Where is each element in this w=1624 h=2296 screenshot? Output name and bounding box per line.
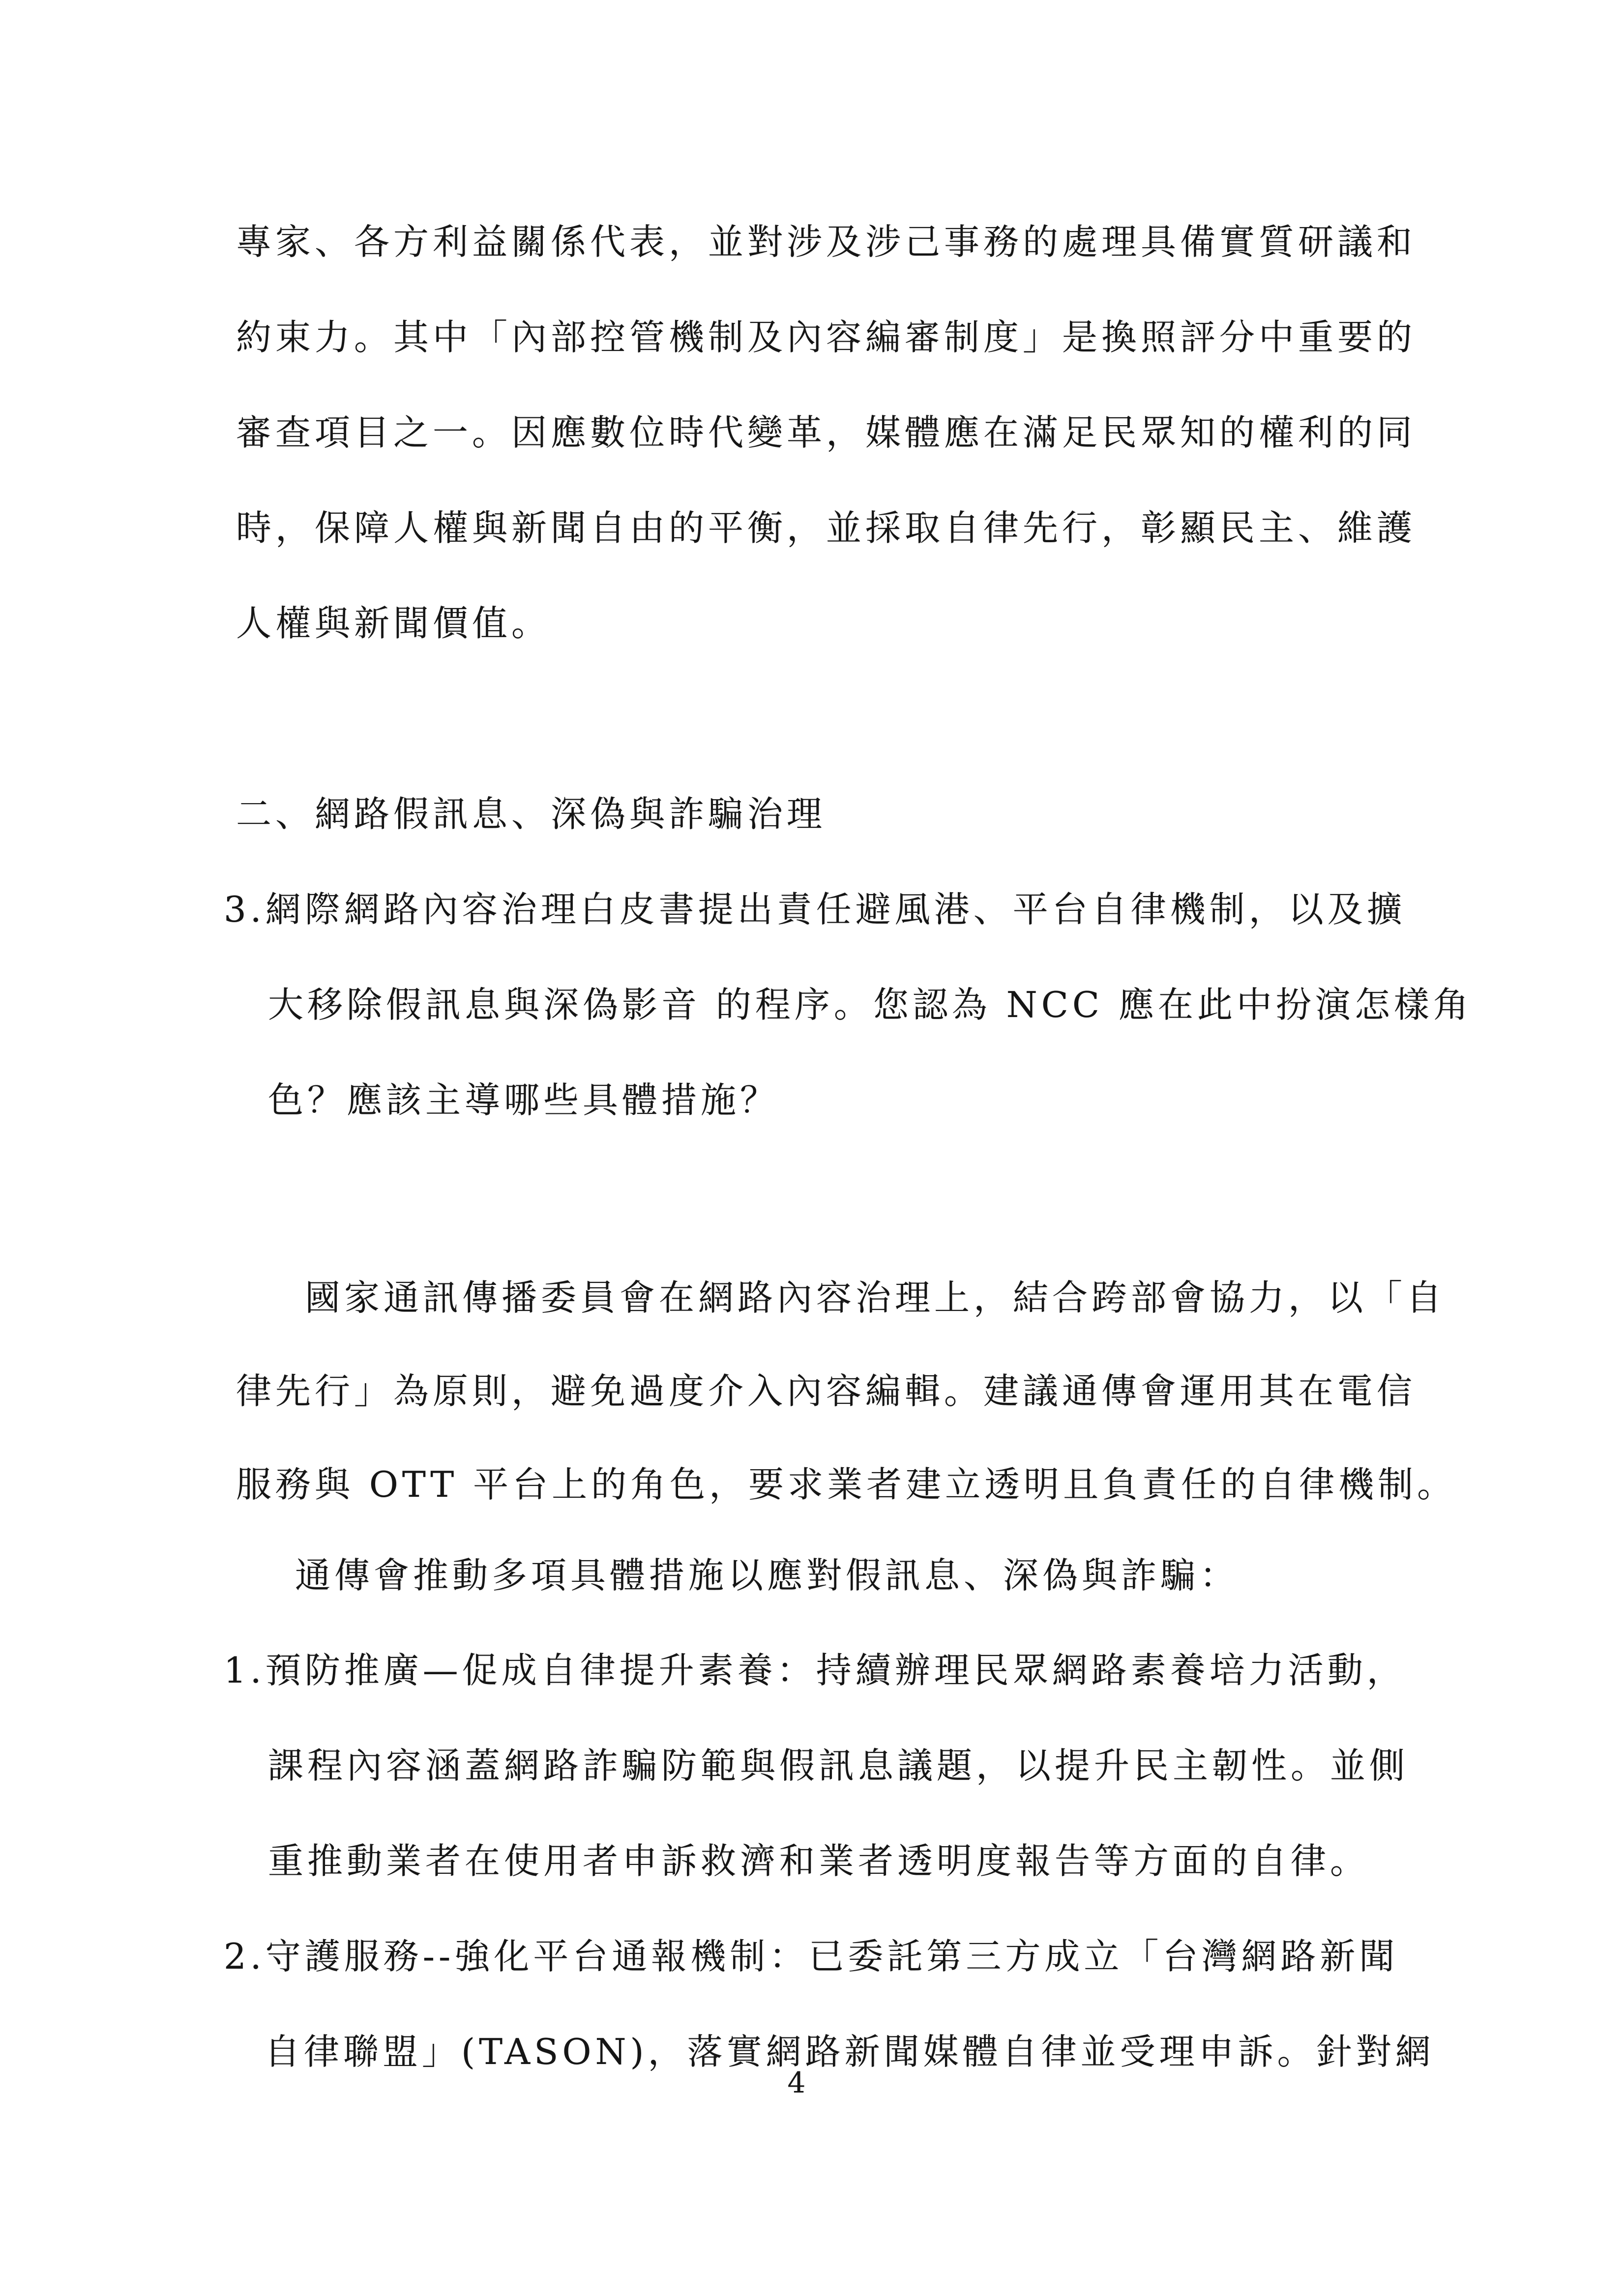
question-line: 色？應該主導哪些具體措施？ — [268, 1079, 780, 1121]
answer-line: 通傳會推動多項具體措施以應對假訊息、深偽與詐騙： — [295, 1555, 1240, 1596]
answer-line: 國家通訊傳播委員會在網路內容治理上，結合跨部會協力，以「自 — [305, 1277, 1446, 1318]
question-line: 大移除假訊息與深偽影音 的程序。您認為 NCC 應在此中扮演怎樣角 — [268, 984, 1473, 1025]
list-item-line: 2.守護服務--強化平台通報機制：已委託第三方成立「台灣網路新聞 — [224, 1936, 1399, 1977]
list-item-line: 1.預防推廣—促成自律提升素養：持續辦理民眾網路素養培力活動， — [224, 1650, 1406, 1691]
paragraph-line: 約束力。其中「內部控管機制及內容編審制度」是換照評分中重要的 — [236, 317, 1417, 358]
paragraph-line: 人權與新聞價值。 — [236, 603, 551, 644]
question-line: 3.網際網路內容治理白皮書提出責任避風港、平台自律機制，以及擴 — [224, 889, 1406, 930]
answer-line: 律先行」為原則，避免過度介入內容編輯。建議通傳會運用其在電信 — [236, 1370, 1417, 1412]
paragraph-line: 專家、各方利益關係代表，並對涉及涉己事務的處理具備實質研議和 — [236, 221, 1417, 262]
list-item-line: 重推動業者在使用者申訴救濟和業者透明度報告等方面的自律。 — [268, 1840, 1370, 1882]
list-item-line: 課程內容涵蓋網路詐騙防範與假訊息議題，以提升民主韌性。並側 — [268, 1745, 1409, 1786]
answer-line: 服務與 OTT 平台上的角色，要求業者建立透明且負責任的自律機制。 — [236, 1464, 1457, 1505]
list-item-line: 自律聯盟」(TASON)，落實網路新聞媒體自律並受理申訴。針對網 — [265, 2031, 1435, 2072]
paragraph-line: 審查項目之一。因應數位時代變革，媒體應在滿足民眾知的權利的同 — [236, 412, 1417, 453]
paragraph-line: 時，保障人權與新聞自由的平衡，並採取自律先行，彰顯民主、維護 — [236, 507, 1417, 549]
section-heading: 二、網路假訊息、深偽與詐騙治理 — [236, 793, 827, 835]
page-number: 4 — [787, 2066, 806, 2099]
